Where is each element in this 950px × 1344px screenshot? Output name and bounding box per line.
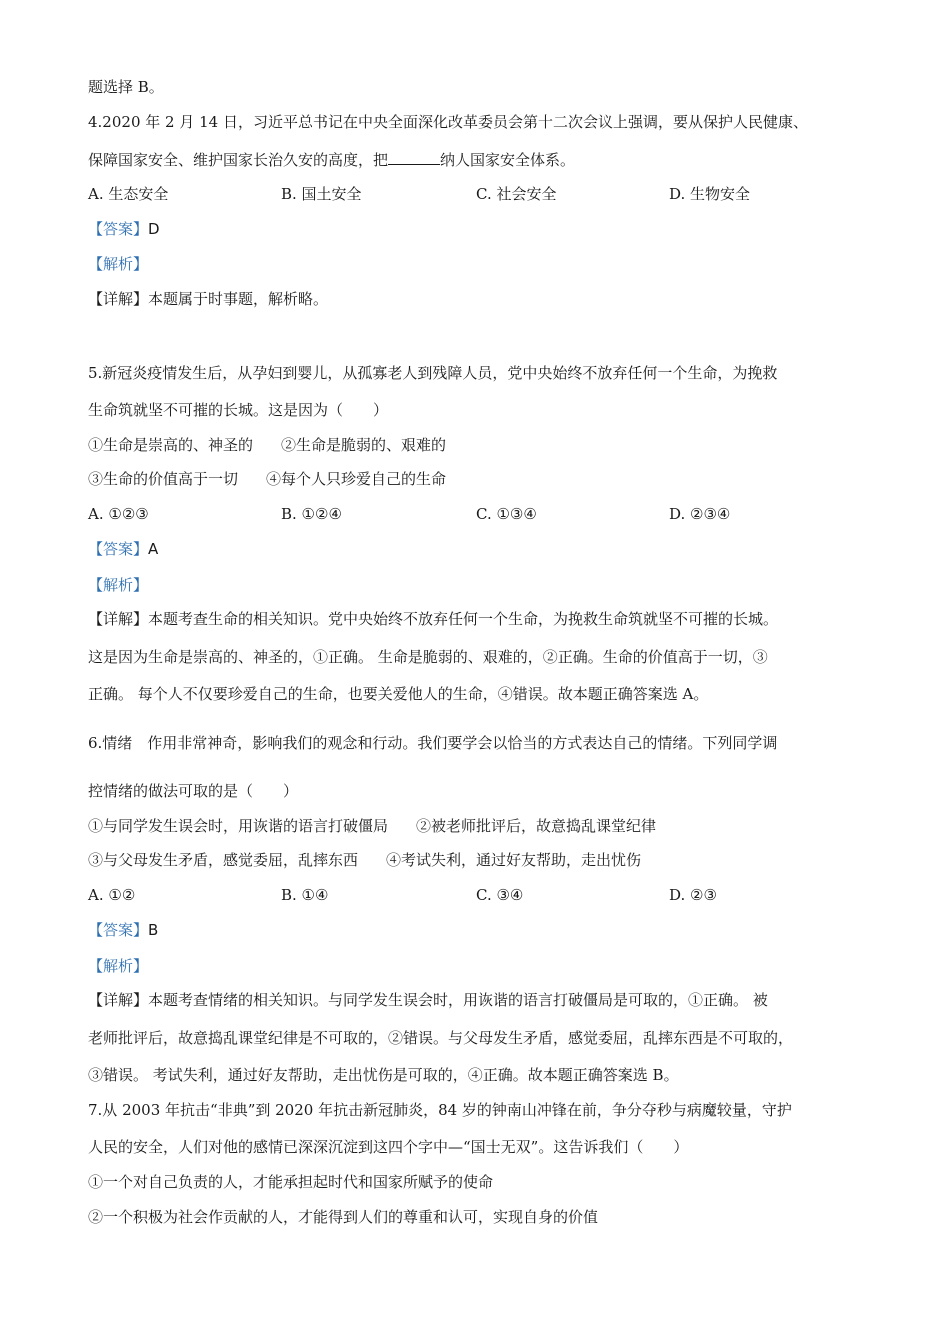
q6-option-c: C. ③④ <box>476 886 524 904</box>
answer-tag: 【答案】 <box>88 220 149 238</box>
q5-stem-line2: 生命筑就坚不可摧的长城。这是因为（ ） <box>88 401 389 419</box>
q7-statement-1: ①一个对自己负责的人，才能承担起时代和国家所赋予的使命 <box>88 1173 494 1191</box>
q4-option-a: A. 生态安全 <box>88 185 169 203</box>
q4-option-b: B. 国土安全 <box>281 185 362 203</box>
q6-statement-4: ④考试失利，通过好友帮助，走出忧伤 <box>386 851 642 869</box>
q6-detail-line2: 老师批评后，故意捣乱课堂纪律是不可取的，②错误。与父母发生矛盾，感觉委屈，乱摔东西是不可取的， <box>88 1029 794 1047</box>
q7-statement-2: ②一个积极为社会作贡献的人，才能得到人们的尊重和认可，实现自身的价值 <box>88 1208 599 1226</box>
q4-detail <box>88 289 328 309</box>
q7-stem-line1: 7.从 2003 年抗击“非典”到 2020 年抗击新冠肺炎，84 岁的钟南山冲锋在前，争分夺秒与病魔较量，守护 <box>88 1101 792 1119</box>
detail-tag: 【详解】 <box>88 290 149 308</box>
q7-stem-line2: 人民的安全，人们对他的感情已深深沉淀到这四个字中—“国士无双”。这告诉我们（ ） <box>88 1138 689 1156</box>
q5-statement-4: ④每个人只珍爱自己的生命 <box>266 470 447 488</box>
q6-statement-2: ②被老师批评后，故意捣乱课堂纪律 <box>416 817 657 835</box>
q5-statement-2: ②生命是脆弱的、艰难的 <box>281 436 447 454</box>
q5-statement-1: ①生命是崇高的、神圣的 <box>88 436 254 454</box>
q6-statements-row1 <box>88 816 656 836</box>
detail-tag: 【详解】 <box>88 991 149 1009</box>
q6-option-d: D. ②③ <box>669 886 717 904</box>
q5-stem-line1: 5.新冠炎疫情发生后，从孕妇到婴儿，从孤寡老人到残障人员，党中央始终不放弃任何一个生命，为挽救 <box>88 364 778 382</box>
q5-option-c: C. ①③④ <box>476 505 537 523</box>
q6-statement-1: ①与同学发生误会时，用诙谐的语言打破僵局 <box>88 817 389 835</box>
q5-statements-row1 <box>88 435 446 455</box>
q6-option-b: B. ①④ <box>281 886 329 904</box>
q5-answer <box>88 539 158 559</box>
prev-answer-tail: 题选择 B。 <box>88 78 164 96</box>
q4-option-c: C. 社会安全 <box>476 185 557 203</box>
detail-text: 本题考查情绪的相关知识。与同学发生误会时，用诙谐的语言打破僵局是可取的，①正确。 被 <box>148 991 768 1009</box>
answer-tag: 【答案】 <box>88 921 149 939</box>
q5-option-a: A. ①②③ <box>88 505 149 523</box>
q5-detail-line3: 正确。 每个人不仅要珍爱自己的生命，也要关爱他人的生命，④错误。故本题正确答案选 A。 <box>88 685 709 703</box>
q5-detail-line1 <box>88 609 778 629</box>
answer-value: A <box>148 540 159 558</box>
q6-detail-line3: ③错误。 考试失利，通过好友帮助，走出忧伤是可取的，④正确。故本题正确答案选 B。 <box>88 1066 679 1084</box>
analysis-tag: 【解析】 <box>88 576 149 594</box>
fill-blank <box>388 150 440 165</box>
q4-analysis <box>88 254 148 274</box>
analysis-tag: 【解析】 <box>88 255 149 273</box>
q6-detail-line1 <box>88 990 768 1010</box>
q5-detail-line2: 这是因为生命是崇高的、神圣的，①正确。 生命是脆弱的、艰难的，②正确。生命的价值高于一切，③ <box>88 648 768 666</box>
q4-stem-after-blank: 纳人国家安全体系。 <box>440 151 576 169</box>
q6-analysis <box>88 956 148 976</box>
q6-answer <box>88 920 158 940</box>
q4-stem-line1: 4.2020 年 2 月 14 日，习近平总书记在中央全面深化改革委员会第十二次会议上强调，要从保护人民健康、 <box>88 113 808 131</box>
answer-value: D <box>148 220 160 238</box>
q5-option-d: D. ②③④ <box>669 505 731 523</box>
q5-statement-3: ③生命的价值高于一切 <box>88 470 239 488</box>
detail-tag: 【详解】 <box>88 610 149 628</box>
q5-statements-row2 <box>88 469 446 489</box>
q6-stem-line2: 控情绪的做法可取的是（ ） <box>88 782 299 800</box>
answer-value: B <box>148 921 159 939</box>
q5-option-b: B. ①②④ <box>281 505 342 523</box>
q4-option-d: D. 生物安全 <box>669 185 751 203</box>
detail-text: 本题属于时事题，解析略。 <box>148 290 329 308</box>
analysis-tag: 【解析】 <box>88 957 149 975</box>
detail-text: 本题考查生命的相关知识。党中央始终不放弃任何一个生命，为挽救生命筑就坚不可摧的长城。 <box>148 610 779 628</box>
answer-tag: 【答案】 <box>88 540 149 558</box>
q6-option-a: A. ①② <box>88 886 136 904</box>
q4-stem-before-blank: 保障国家安全、维护国家长治久安的高度，把 <box>88 151 389 169</box>
q6-statement-3: ③与父母发生矛盾，感觉委屈，乱摔东西 <box>88 851 359 869</box>
q5-analysis <box>88 575 148 595</box>
q4-answer <box>88 219 160 239</box>
q4-stem-line2 <box>88 150 575 170</box>
q6-statements-row2 <box>88 850 641 870</box>
q6-stem-line1: 6.情绪 作用非常神奇，影响我们的观念和行动。我们要学会以恰当的方式表达自己的情绪。下列同学调 <box>88 734 778 752</box>
